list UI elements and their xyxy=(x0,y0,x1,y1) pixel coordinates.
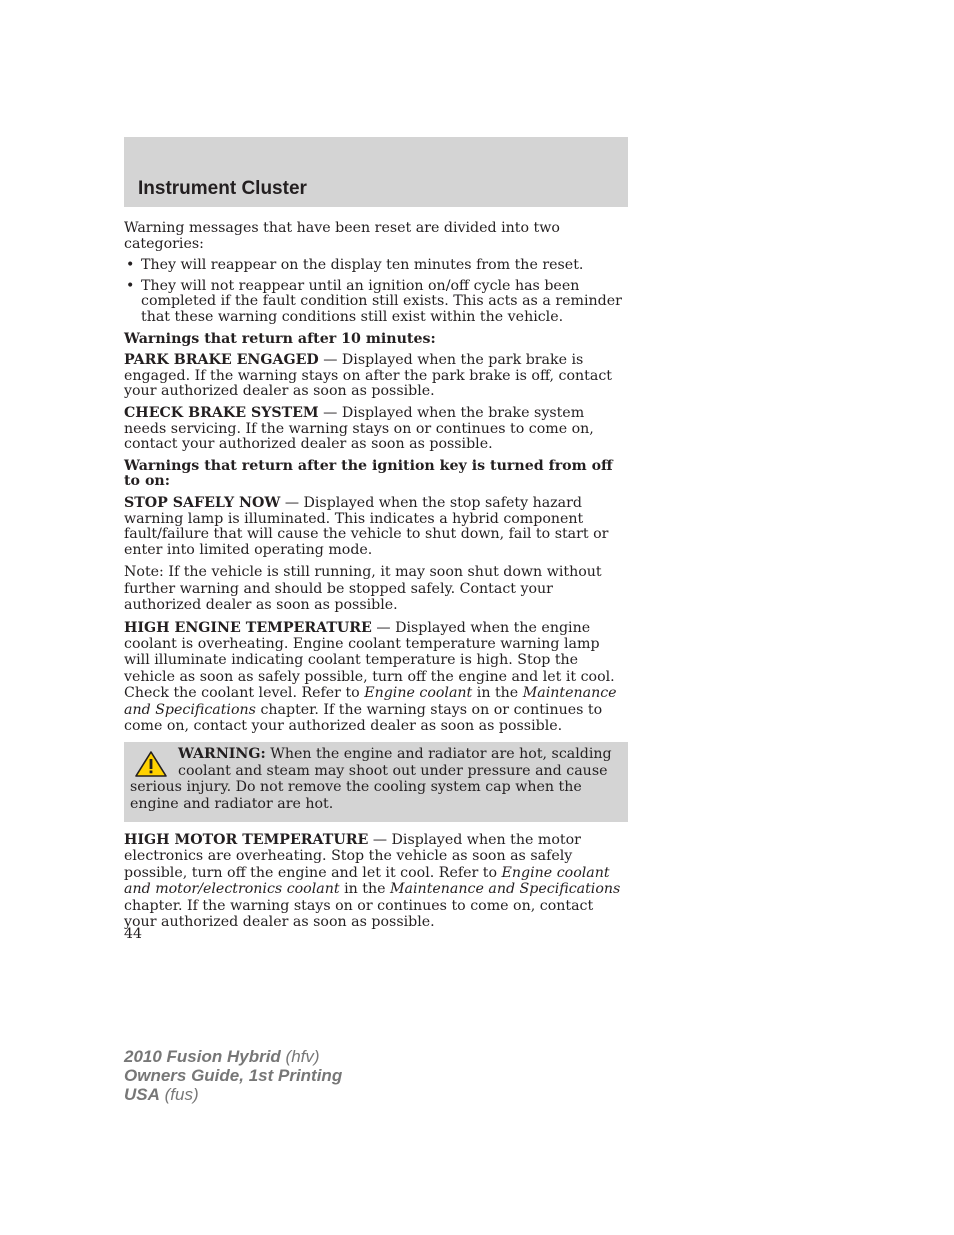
check-brake-paragraph xyxy=(124,406,628,453)
subheading-ignition: Warnings that return after the ignition key is turned from off to on: xyxy=(124,457,613,490)
footer-model: 2010 Fusion Hybrid xyxy=(124,1047,281,1066)
stop-safely-term: STOP SAFELY NOW xyxy=(124,494,281,511)
warning-label: WARNING: xyxy=(178,746,266,763)
coolant-reference: Engine coolant and motor/electronics coolant xyxy=(124,864,610,898)
warning-text: When the engine and radiator are hot, scalding coolant and steam may shoot out under pressure and cause serious injury. Do not remove the cooling system cap when the engine and radiator are hot. xyxy=(130,746,612,812)
footer-model-code: (hfv) xyxy=(280,1047,320,1066)
high-motor-text-2: in the xyxy=(339,881,391,898)
footer-market-code: (fus) xyxy=(159,1085,199,1104)
intro-paragraph: Warning messages that have been reset are divided into two categories: xyxy=(124,220,560,252)
footer-guide: Owners Guide, 1st Printing xyxy=(124,1066,343,1085)
bullet-marker: • xyxy=(126,277,135,294)
high-engine-paragraph xyxy=(124,620,628,735)
print-footer xyxy=(124,1047,342,1104)
page-content xyxy=(124,221,628,936)
warning-triangle-icon xyxy=(134,750,168,778)
footer-line-guide xyxy=(124,1066,342,1085)
bullet-marker: • xyxy=(126,257,135,274)
engine-coolant-reference: Engine coolant xyxy=(364,685,473,702)
maintenance-chapter-reference: Maintenance and Specifications xyxy=(390,881,621,898)
footer-line-market xyxy=(124,1085,342,1104)
high-motor-text-3: chapter. If the warning stays on or continues to come on, contact your authorized dealer as soon as possible. xyxy=(124,897,594,930)
list-item-text: They will not reappear until an ignition on/off cycle has been completed if the fault condition still exists. This acts as a reminder that these warning conditions still exist within the vehicle. xyxy=(141,277,622,325)
maintenance-chapter-reference: Maintenance and Specifications xyxy=(124,685,617,718)
page-number: 44 xyxy=(124,926,143,942)
check-brake-text: — Displayed when the brake system needs servicing. If the warning stays on or continues to come on, contact your authorized dealer as soon as possible. xyxy=(124,404,594,453)
list-item-text: They will reappear on the display ten minutes from the reset. xyxy=(141,257,584,274)
high-engine-term: HIGH ENGINE TEMPERATURE xyxy=(124,619,372,636)
high-motor-text-1: — Displayed when the motor electronics are overheating. Stop the vehicle as soon as safely possible, turn off the engine and let it cool. Refer to xyxy=(124,831,581,881)
park-brake-text: — Displayed when the park brake is engaged. If the warning stays on after the park brake is off, contact your authorized dealer as soon as possible. xyxy=(124,352,612,400)
footer-market: USA xyxy=(124,1085,160,1104)
section-header-band xyxy=(124,137,628,207)
check-brake-term: CHECK BRAKE SYSTEM xyxy=(124,404,319,421)
high-engine-text-3: chapter. If the warning stays on or continues to come on, contact your authorized dealer as soon as possible. xyxy=(124,701,603,734)
high-motor-paragraph xyxy=(124,832,628,930)
high-engine-text-1: — Displayed when the engine coolant is overheating. Engine coolant temperature warning lamp will illuminate indicating coolant temperature is high. Stop the vehicle as soon as safely possible, turn off the engine and let it cool. Check the coolant level. Refer to xyxy=(124,619,615,702)
high-motor-term: HIGH MOTOR TEMPERATURE xyxy=(124,831,369,848)
list-item xyxy=(124,279,628,326)
section-title: Instrument Cluster xyxy=(138,178,307,199)
stop-safely-paragraph xyxy=(124,496,628,558)
stop-safely-text: — Displayed when the stop safety hazard warning lamp is illuminated. This indicates a hybrid component fault/failure that will cause the vehicle to shut down, fail to start or enter into limited operating mode. xyxy=(124,494,609,558)
high-engine-text-2: in the xyxy=(472,685,523,702)
warning-box xyxy=(124,742,628,822)
park-brake-paragraph xyxy=(124,353,628,400)
footer-line-model xyxy=(124,1047,342,1066)
note-paragraph: Note: If the vehicle is still running, it may soon shut down without further warning and should be stopped safely. Contact your authorized dealer as soon as possible. xyxy=(124,564,602,614)
subheading-10-minutes: Warnings that return after 10 minutes: xyxy=(124,330,436,347)
reset-categories-list xyxy=(124,258,628,325)
list-item xyxy=(124,258,628,274)
park-brake-term: PARK BRAKE ENGAGED xyxy=(124,352,319,369)
